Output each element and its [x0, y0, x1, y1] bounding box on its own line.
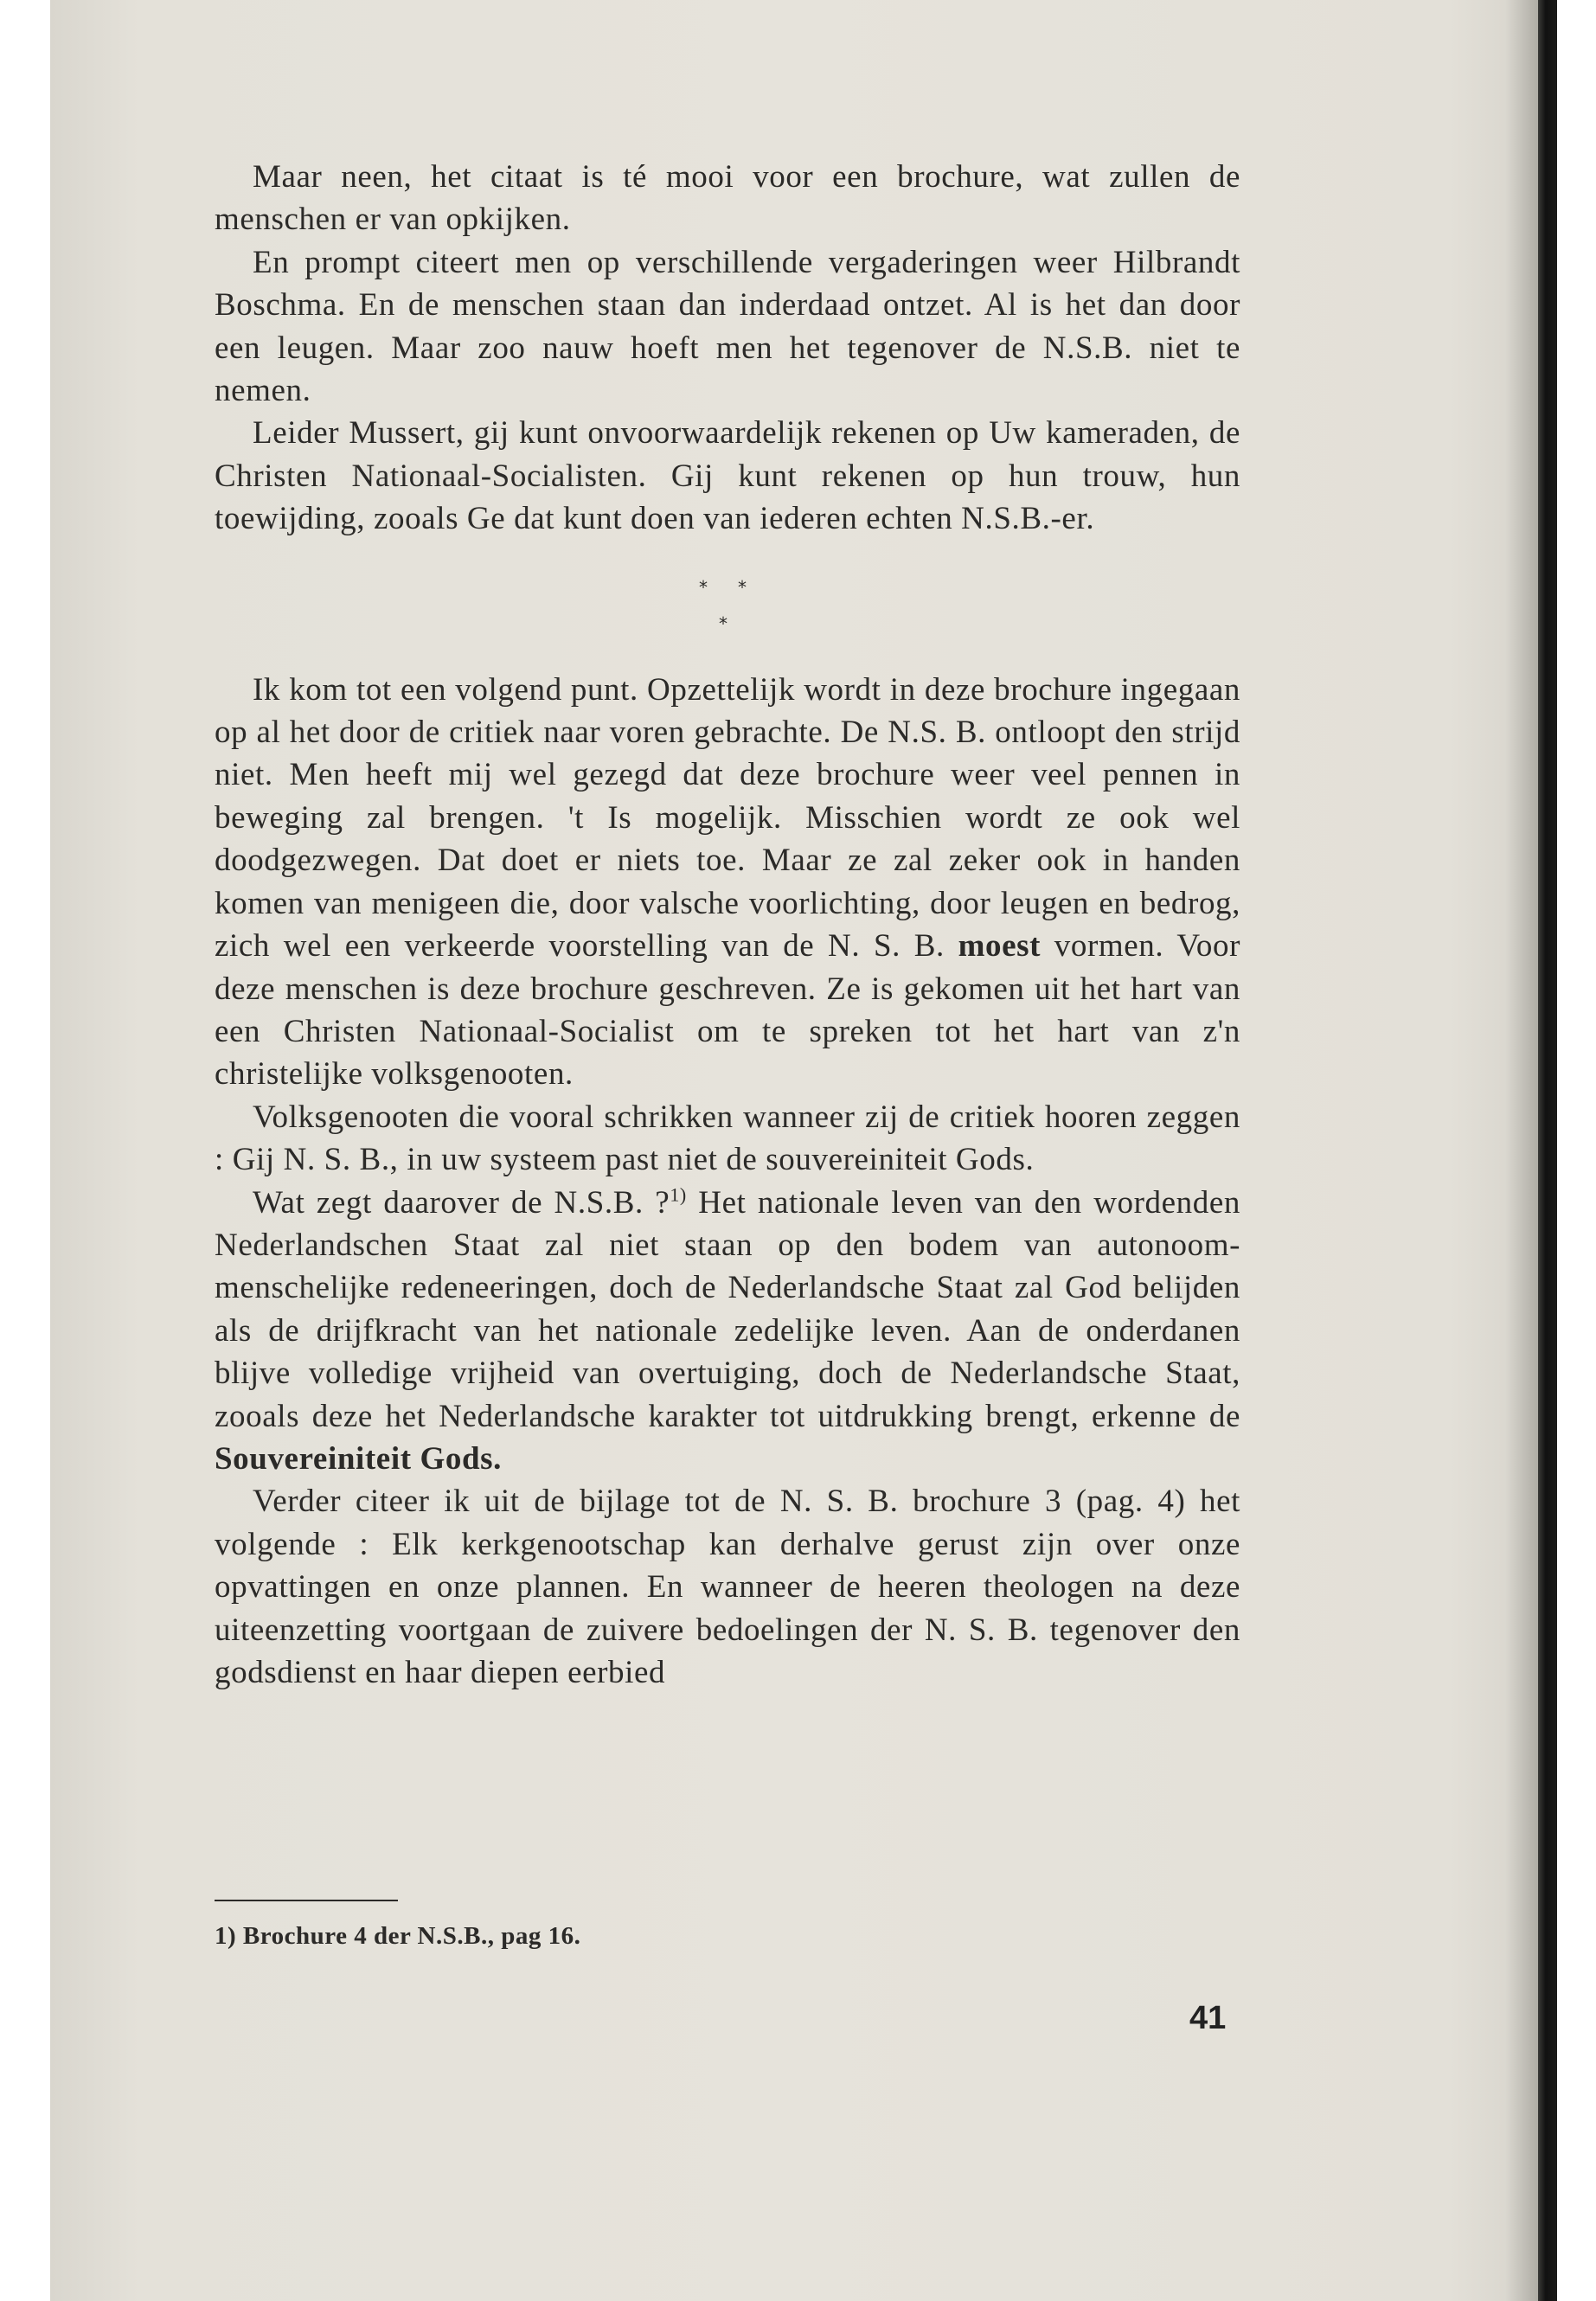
separator-star-1: * — [699, 576, 708, 598]
paragraph-5: Volksgenooten die vooral schrikken wanneer zij de critiek hooren zeggen : Gij N. S. B., in uw systeem past niet de souvereiniteit Gods. — [215, 1099, 1240, 1178]
section-separator — [215, 541, 1240, 669]
book-spine-edge — [1538, 0, 1557, 2301]
paragraph-6-text-b: Het nationale leven van den wordenden Nederlandschen Staat zal niet staan op den bodem van autonoom-menschelijke redeneeringen, doch de Nederlandsche Staat zal God belijden als de drijfkracht van het nationale zedelijke leven. Aan de onderdanen blijve volledige vrijheid van overtuiging, doch de Nederlandsche Staat, zooals deze het Nederlandsche karakter tot uitdrukking brengt, erkenne de — [215, 1184, 1240, 1434]
page-edge-shadow — [1505, 0, 1538, 2301]
paragraph-7: Verder citeer ik uit de bijlage tot de N. S. B. brochure 3 (pag. 4) het volgende : Elk kerkgenootschap kan derhalve gerust zijn over onze opvattingen en onze plannen. En wanneer de heeren theologen na deze uiteenzetting voortgaan de zuivere bedoelingen der N. S. B. tegenover den godsdienst en haar diepen eerbied — [215, 1484, 1240, 1690]
paragraph-3: Leider Mussert, gij kunt onvoorwaardelijk rekenen op Uw kameraden, de Christen Nationaal-Socialisten. Gij kunt rekenen op hun trouw, hun toewijding, zooals Ge dat kunt doen van iederen echten N.S.B.-er. — [215, 415, 1240, 537]
paragraph-4 — [215, 669, 1240, 1096]
body-text — [215, 156, 1240, 1694]
separator-star-3: * — [719, 612, 728, 634]
footnote-reference: 1) — [670, 1183, 687, 1206]
page-number: 41 — [1189, 2000, 1227, 2036]
footnote-divider — [215, 1900, 398, 1901]
paragraph-6-text-a: Wat zegt daarover de N.S.B. ? — [253, 1184, 670, 1221]
paragraph-1: Maar neen, het citaat is té mooi voor een brochure, wat zullen de menschen er van opkijken. — [215, 159, 1240, 238]
footnote: 1) Brochure 4 der N.S.B., pag 16. — [215, 1922, 581, 1950]
paragraph-6 — [215, 1182, 1240, 1481]
paragraph-4-text-a: Ik kom tot een volgend punt. Opzettelijk wordt in deze brochure ingegaan op al het door de critiek naar voren gebrachte. De N.S. B. ontloopt den strijd niet. Men heeft mij wel gezegd dat deze brochure weer veel pennen in beweging zal brengen. 't Is mogelijk. Misschien wordt ze ook wel doodgezwegen. Dat doet er niets toe. Maar ze zal zeker ook in handen komen van menigeen die, door valsche voorlichting, door leugen en bedrog, zich wel een verkeerde voorstelling van de N. S. B. — [215, 671, 1240, 965]
paragraph-4-text-b: vormen. Voor deze menschen is deze brochure geschreven. Ze is gekomen uit het hart van een Christen Nationaal-Socialist om te spreken tot het hart van z'n christelijke volksgenooten. — [215, 928, 1240, 1093]
paragraph-2: En prompt citeert men op verschillende vergaderingen weer Hilbrandt Boschma. En de menschen staan dan inderdaad ontzet. Al is het dan door een leugen. Maar zoo nauw hoeft men het tegenover de N.S.B. niet te nemen. — [215, 244, 1240, 409]
paragraph-6-emphasis: Souvereiniteit Gods. — [215, 1440, 502, 1477]
paragraph-4-emphasis: moest — [958, 928, 1042, 965]
separator-star-2: * — [738, 576, 747, 598]
